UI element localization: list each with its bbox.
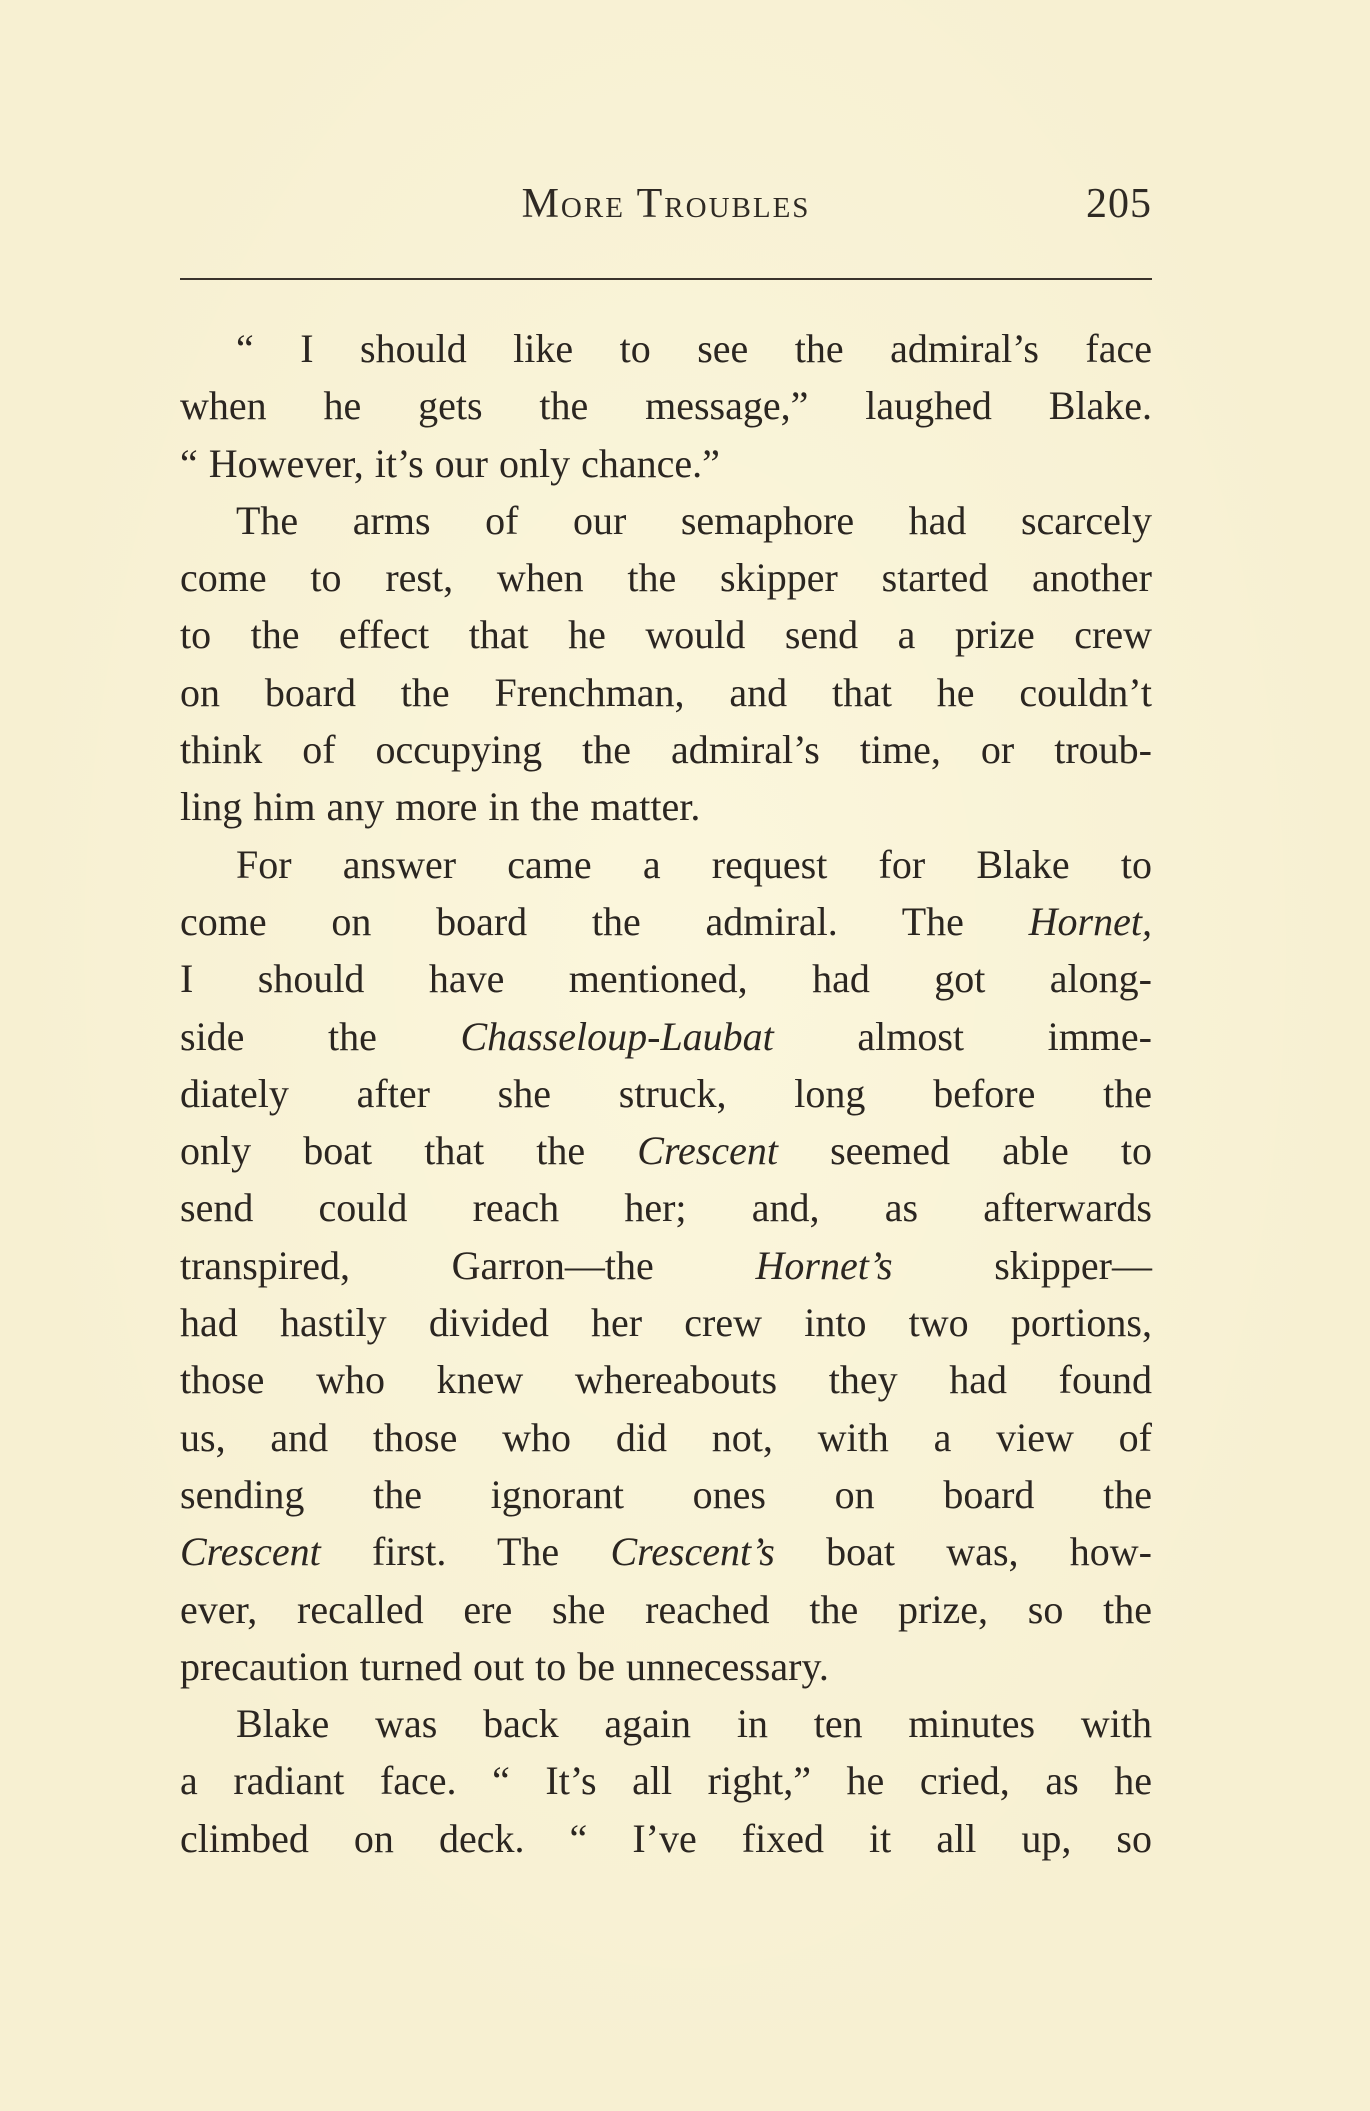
text-line: come on board the admiral. The Hornet, [180, 898, 1152, 944]
text-line: when he gets the message,” laughed Blake. [180, 383, 1152, 429]
text-line: diately after she struck, long before the [180, 1070, 1152, 1116]
text-line: think of occupying the admiral’s time, or troub- [180, 727, 1152, 773]
text-line: come to rest, when the skipper started another [180, 555, 1152, 601]
text-line: to the effect that he would send a prize crew [180, 612, 1152, 658]
text-line: ever, recalled ere she reached the prize, so the [180, 1586, 1152, 1632]
ship-name: Crescent [637, 1128, 778, 1174]
header-rule [180, 278, 1152, 280]
text-line: Blake was back again in ten minutes with [236, 1701, 1152, 1747]
text-line: I should have mentioned, had got along- [180, 956, 1152, 1002]
text-line: transpired, Garron—the Hornet’s skipper— [180, 1242, 1152, 1288]
page-header [180, 176, 1152, 240]
text-line: had hastily divided her crew into two portions, [180, 1300, 1152, 1346]
text-line: precaution turned out to be unnecessary. [180, 1643, 829, 1689]
text-line: only boat that the Crescent seemed able to [180, 1128, 1152, 1174]
text-line: side the Chasseloup-Laubat almost imme- [180, 1013, 1152, 1059]
ship-name: Hornet’s [755, 1242, 893, 1288]
text-line: climbed on deck. “ I’ve fixed it all up, so [180, 1815, 1152, 1861]
text-line: those who knew whereabouts they had found [180, 1357, 1152, 1403]
ship-name: Hornet, [1028, 898, 1152, 944]
text-line: ling him any more in the matter. [180, 784, 701, 830]
body-text [180, 320, 1152, 1867]
text-line: sending the ignorant ones on board the [180, 1471, 1152, 1517]
ship-name: Chasseloup-Laubat [460, 1013, 774, 1059]
running-title: More Troubles [521, 181, 811, 227]
text-line: The arms of our semaphore had scarcely [236, 497, 1152, 543]
text-line: on board the Frenchman, and that he couldn’t [180, 669, 1152, 715]
ship-name: Crescent’s [610, 1529, 775, 1575]
page-number: 205 [1086, 181, 1152, 227]
text-line: send could reach her; and, as afterwards [180, 1185, 1152, 1231]
text-line: “ However, it’s our only chance.” [180, 440, 720, 486]
text-line: For answer came a request for Blake to [236, 841, 1152, 887]
ship-name: Crescent [180, 1529, 321, 1575]
text-line: Crescent first. The Crescent’s boat was, how- [180, 1529, 1152, 1575]
text-line: us, and those who did not, with a view of [180, 1414, 1152, 1460]
text-line: a radiant face. “ It’s all right,” he cried, as he [180, 1758, 1152, 1804]
text-line: “ I should like to see the admiral’s face [236, 326, 1152, 371]
